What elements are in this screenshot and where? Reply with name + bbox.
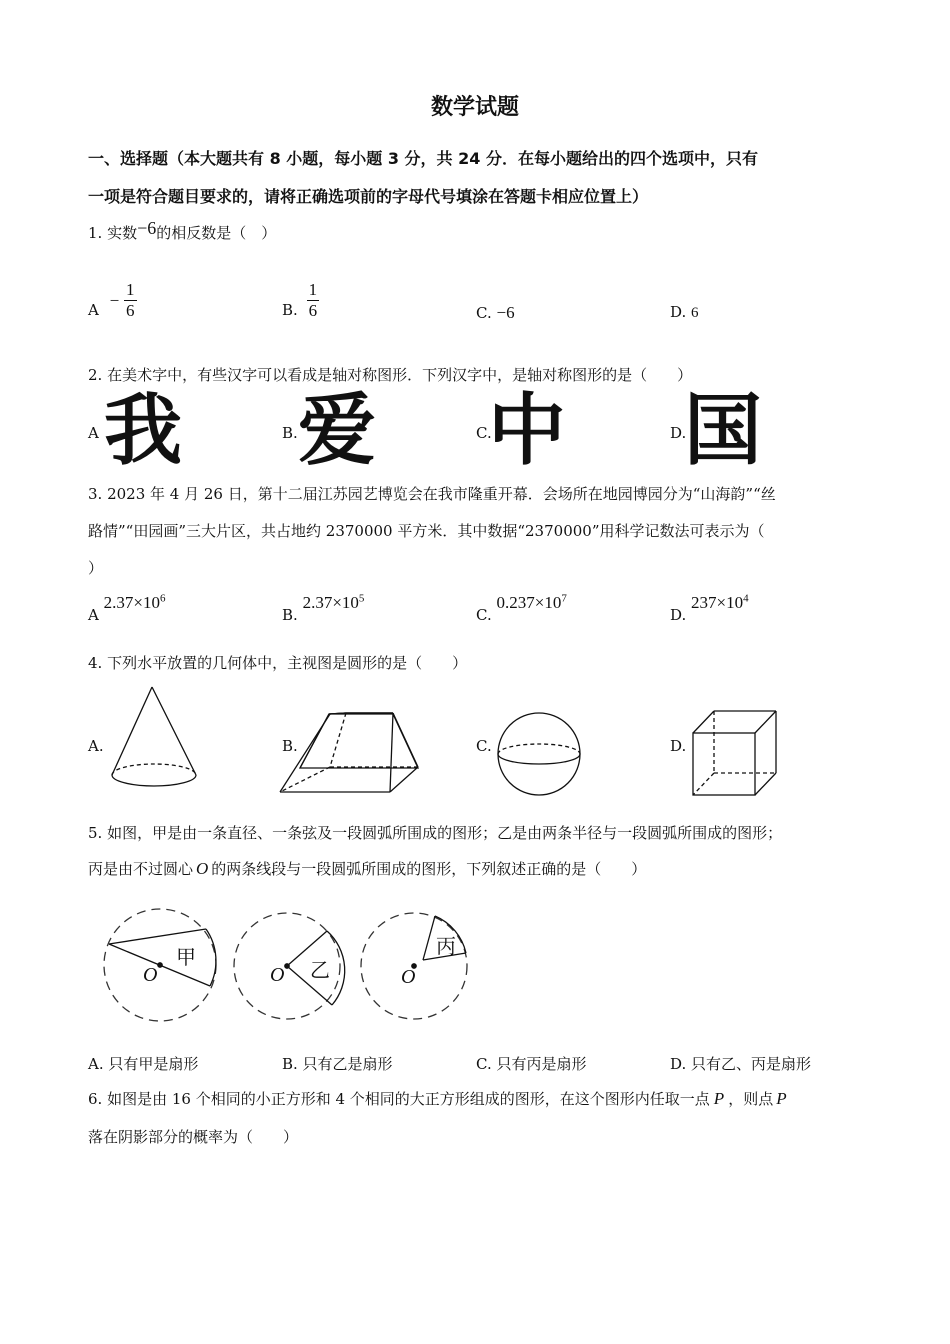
question-6-line2: 落在阴影部分的概率为（ ） [88, 1128, 299, 1146]
option-value: 6 [691, 305, 699, 321]
var-p: P [713, 1089, 725, 1108]
q4-option-c-label[interactable]: C. [476, 737, 492, 755]
option-label: A [88, 300, 99, 319]
option-label: D. [670, 303, 687, 321]
sci-notation: $237\times 10^4$ [691, 592, 749, 612]
q5-option-a[interactable]: A. 只有甲是扇形 [88, 1055, 199, 1073]
var-p: P [776, 1089, 787, 1108]
sci-notation: $2.37\times 10^5$ [302, 592, 365, 612]
frustum-figure[interactable] [280, 713, 418, 792]
question-3-line1: 3. 2023 年 4 月 26 日，第十二届江苏园艺博览会在我市隆重开幕．会场所在地园博园分为“山海韵”“丝 [88, 485, 776, 503]
center-label-o-jia: O [143, 964, 158, 986]
option-label: B. [282, 424, 298, 442]
minus-sign: − [109, 290, 120, 310]
center-label-o-bing: O [401, 966, 416, 988]
section-header-line2: 一项是符合题目要求的，请将正确选项前的字母代号填涂在答题卡相应位置上） [88, 187, 649, 206]
question-4: 4. 下列水平放置的几何体中，主视图是圆形的是（ ） [88, 654, 468, 672]
q5-option-c[interactable]: C. 只有丙是扇形 [476, 1055, 587, 1073]
option-label: C. [476, 304, 492, 322]
sci-notation: $2.37\times 10^6$ [103, 592, 166, 612]
center-label-o-yi: O [270, 964, 285, 986]
sphere-figure[interactable] [498, 713, 580, 795]
section-header-line1: 一、选择题（本大题共有 8 小题，每小题 3 分，共 24 分．在每小题给出的四个选项中，只有 [88, 149, 758, 168]
q4-option-b-label[interactable]: B. [282, 737, 298, 755]
q5-option-b[interactable]: B. 只有乙是扇形 [282, 1055, 393, 1073]
option-label: D. [670, 424, 687, 442]
fraction: $\frac{1}{6}$ [126, 280, 135, 320]
var-o: O [196, 859, 209, 878]
q1-text-post: 的相反数是（ ） [156, 224, 277, 242]
q1-text-pre: 1. 实数 [88, 224, 138, 242]
question-6-line1: 6. 如图是由 16 个相同的小正方形和 4 个相同的大正方形组成的图形，在这个图形内任取一点 P ，则点 P [88, 1089, 787, 1108]
option-label: B. [282, 300, 298, 319]
option-label: C. [476, 424, 492, 442]
char-ai: 爱 [298, 386, 377, 476]
sci-notation: $0.237\times 10^7$ [496, 592, 567, 612]
label-jia: 甲 [176, 945, 196, 969]
option-label: A [88, 605, 99, 624]
option-label: B. [282, 605, 298, 624]
cone-figure[interactable] [112, 687, 196, 786]
question-3-line2: 路情”“田园画”三大片区，共占地约 2370000 平方米．其中数据“2370000”用科学记数法可表示为（ [88, 522, 765, 540]
question-5-line2: 丙是由不过圆心 O 的两条线段与一段圆弧所围成的图形，下列叙述正确的是（ ） [88, 859, 647, 878]
question-2: 2. 在美术字中，有些汉字可以看成是轴对称图形．下列汉字中，是轴对称图形的是（ ） [88, 366, 693, 384]
char-zhong: 中 [488, 386, 567, 476]
option-label: A [88, 424, 99, 442]
question-5-line1: 5. 如图，甲是由一条直径、一条弦及一段圆弧所围成的图形；乙是由两条半径与一段圆弧所围成的图形； [88, 824, 783, 842]
option-label: D. [670, 605, 687, 624]
char-wo: 我 [104, 386, 183, 476]
page-title: 数学试题 [430, 95, 519, 120]
cube-figure[interactable] [693, 711, 776, 795]
option-value: −6 [496, 303, 515, 322]
char-guo: 国 [684, 386, 763, 476]
option-label: C. [476, 605, 492, 624]
label-bing: 丙 [436, 934, 456, 958]
label-yi: 乙 [310, 958, 330, 982]
circle-jia-figure [104, 909, 216, 1021]
q4-option-a-label[interactable]: A. [88, 737, 104, 755]
q1-number: −6 [137, 218, 157, 238]
fraction: $\frac{1}{6}$ [308, 280, 318, 320]
q4-option-d-label[interactable]: D. [670, 737, 687, 755]
q5-option-d[interactable]: D. 只有乙、丙是扇形 [670, 1055, 812, 1073]
question-3-line3: ） [88, 559, 104, 577]
